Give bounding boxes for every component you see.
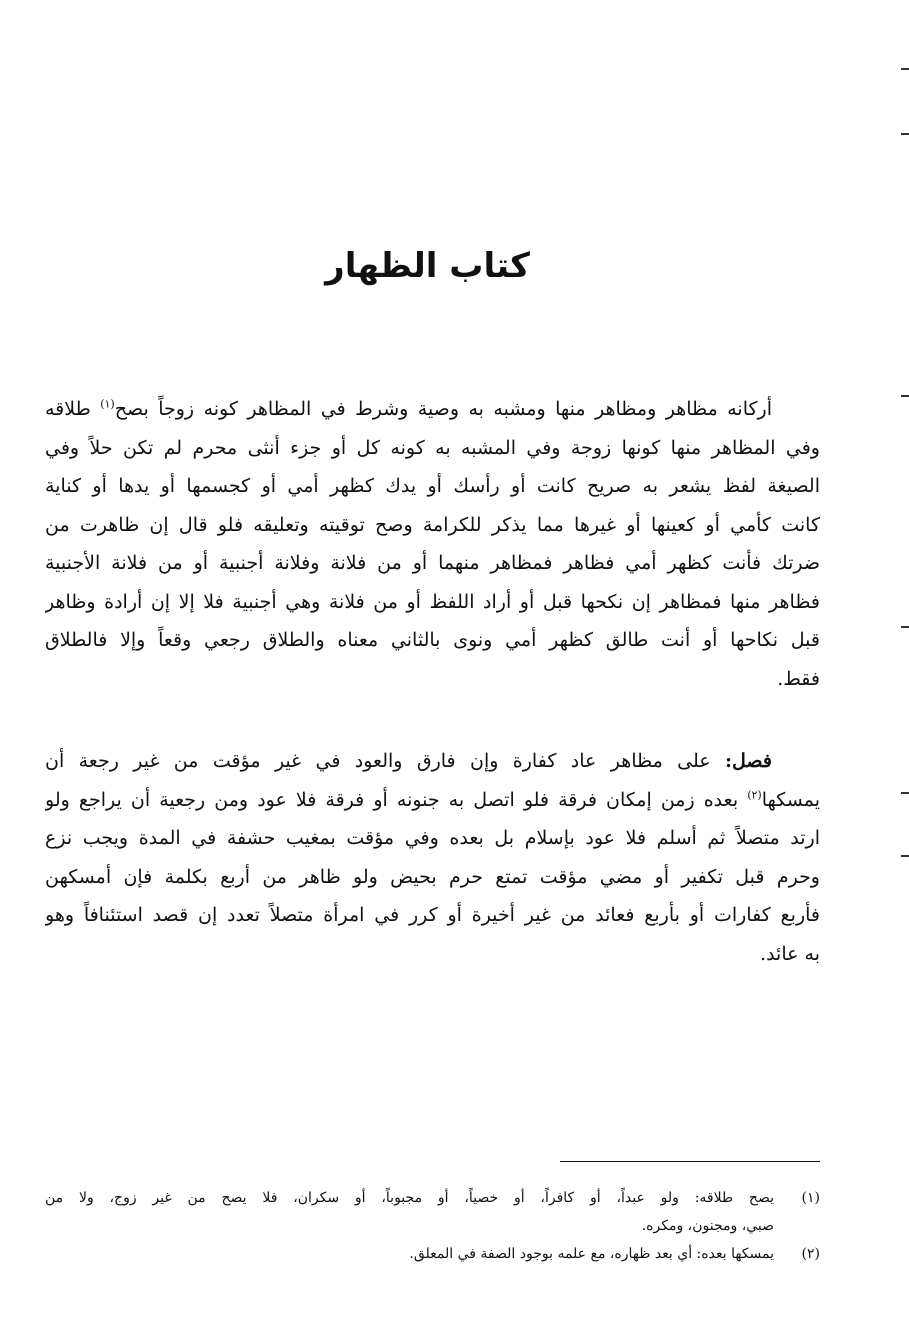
footnote-number: (١) [801,1190,820,1206]
footnote-text: يمسكها بعده: أي بعد ظهاره، مع علمه بوجود الصفة في المعلق. [409,1246,774,1262]
margin-mark [901,68,909,70]
margin-mark [901,395,909,397]
footnote-separator [560,1161,820,1162]
text-line: وفي المظاهر منها كونها زوجة وفي المشبه به كونه كل أو جزء أنثى محرم لم تكن حلاً وفي [45,436,820,459]
text-line: ارتد متصلاً ثم أسلم فلا عود بإسلام بل بعده وفي مؤقت بمغيب حشفة في المدة ويجب نزع [45,827,820,849]
section-heading: فصل: [725,750,772,772]
text-line: يمسكها$^{(٢)}$ بعده زمن إمكان فرقة فلو اتصل به جنونه أو فرقة فلا عود ومن رجعية أن يراجع ولو [45,788,820,811]
text-line: الصيغة لفظ يشعر به صريح كانت أو رأسك أو يدك كظهر أمي أو كجسمها أو يدها أو كناية [45,475,820,497]
text-line: فقط. [777,667,820,690]
margin-mark [901,855,909,857]
text-line: قبل نكاحها أو أنت طالق كظهر أمي ونوى بالثاني معناه والطلاق رجعي وقعاً وإلا فالطلاق [45,629,820,651]
text-line: فظاهر منها فمظاهر إن نكحها قبل أو أراد اللفظ أو من فلانة وهي أجنبية فلا إلا إن أرادة وظاهر [45,590,820,613]
text-line: فأربع كفارات أو بأربع فعائد من غير أخيرة أو كرر في امرأة متصلاً تعدد إن قصد استئنافاً وهو [45,904,820,926]
margin-mark [901,626,909,628]
footnote-2 [45,1240,820,1268]
footnote-marker-1: (١) [100,397,115,411]
text-line: كانت كأمي أو كعينها أو غيرها مما يذكر للكرامة وصح توقيته وتعليقه فلو قال إن ظاهرت من [45,513,820,536]
footnote-1 [45,1184,820,1240]
footnote-marker-2: (٢) [747,788,762,802]
text-line: أركانه مظاهر ومظاهر منها ومشبه به وصية وشرط في المظاهر كونه زوجاً بصح$^{(١)}$ طلاقه [45,397,772,420]
footnote-text: صبي، ومجنون، ومكره. [641,1218,774,1234]
paragraph-2 [45,742,820,973]
text-line: وحرم قبل تكفير أو مضي مؤقت تمتع حرم بحيض ولو ظاهر من أربع بكلمة فإن أمسكهن [45,865,820,888]
chapter-title: كتاب الظهار [325,246,530,286]
margin-mark [901,792,909,794]
text-line: ضرتك فأنت كظهر أمي فظاهر فمظاهر منهما أو من فلانة وفلانة أجنبية أو من فلانة الأجنبية [45,552,820,574]
paragraph-1 [45,390,820,698]
text-line: به عائد. [760,942,820,965]
footnote-number: (٢) [801,1246,820,1262]
text-line: فصل: على مظاهر عاد كفارة وإن فارق والعود في غير مؤقت من غير رجعة أن [45,750,772,772]
footnote-text: يصح طلاقه: ولو عبداً، أو كافراً، أو خصياً، أو مجبوباً، أو سكران، فلا يصح من غير زوج، ولا من [45,1190,774,1206]
footnotes [45,1184,820,1268]
margin-mark [901,133,909,135]
